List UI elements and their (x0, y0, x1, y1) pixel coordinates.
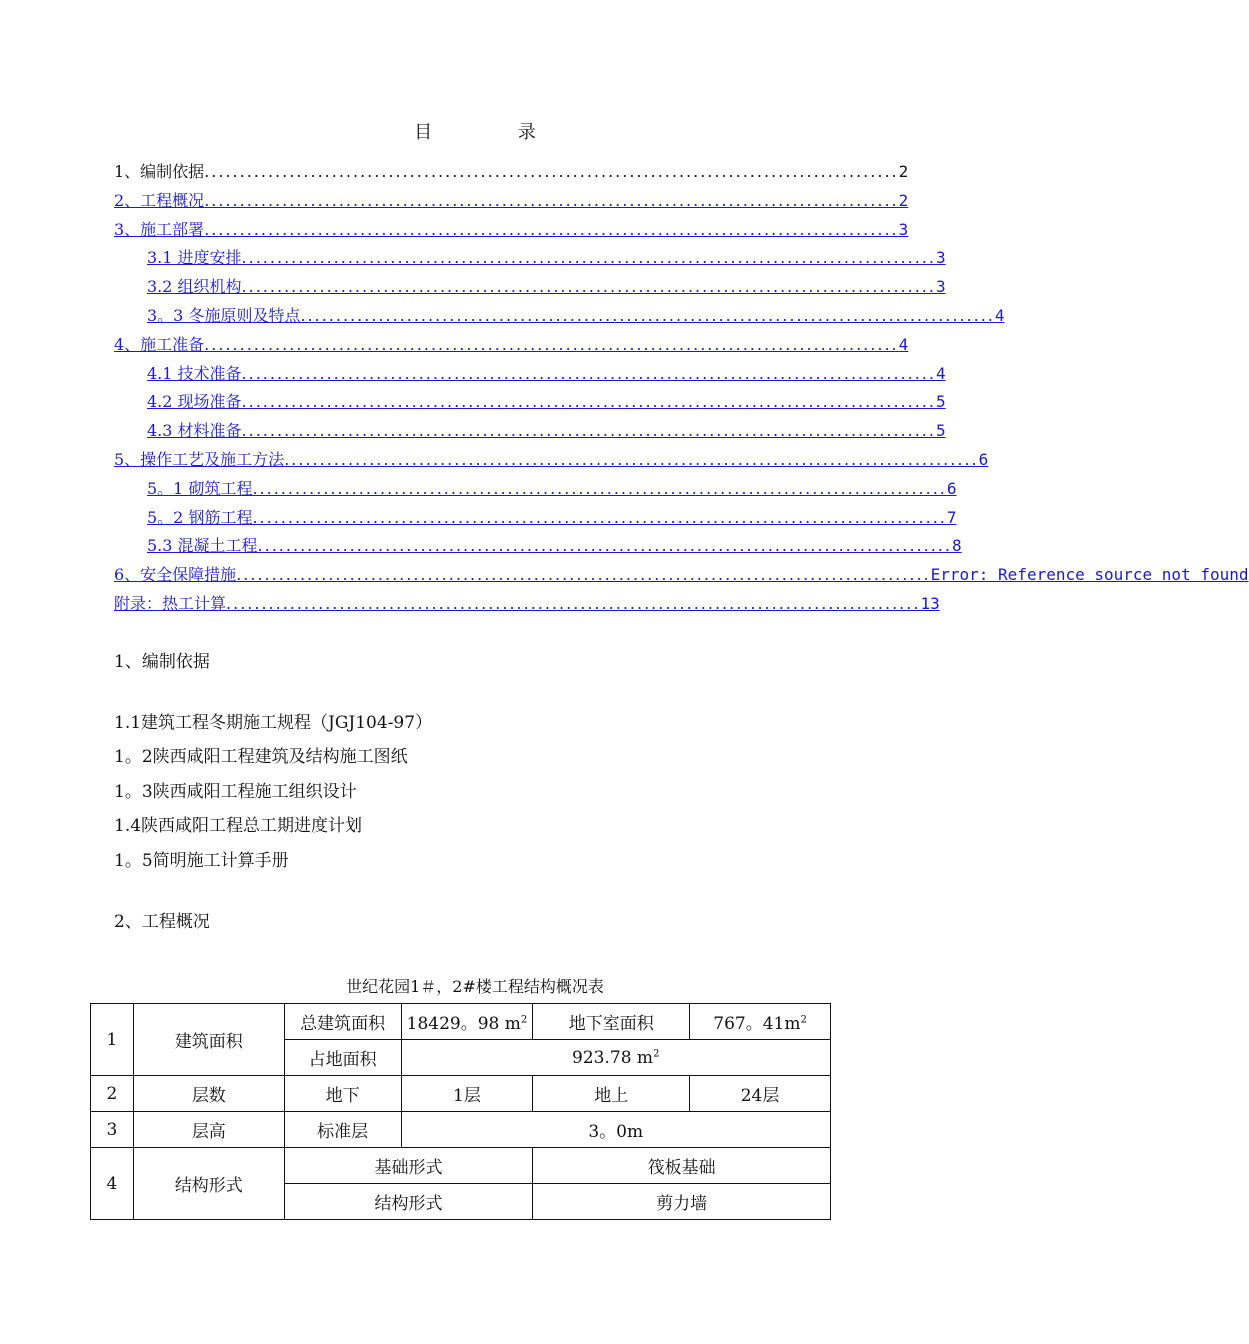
toc-leader: .................................................................................................. (204, 190, 899, 210)
toc-entry-label: 4.2 现场准备 (147, 392, 242, 412)
table-cell: 地下 (284, 1076, 401, 1112)
toc-entry-page: 4 (935, 363, 946, 383)
toc-entry-label: 2、工程概况 (114, 190, 205, 210)
section-heading: 2、工程概况 (114, 912, 210, 932)
toc-entry[interactable] (114, 158, 909, 187)
reference-item: 1。2陕西咸阳工程建筑及结构施工图纸 (114, 747, 408, 767)
reference-item: 1.4陕西咸阳工程总工期进度计划 (114, 816, 363, 836)
table-cell: 2 (91, 1076, 134, 1112)
toc-entry-label: 4.1 技术准备 (147, 363, 242, 383)
toc-entry-page: 6 (946, 478, 957, 498)
table-cell: 3 (91, 1112, 134, 1148)
toc-leader: .................................................................................................. (284, 449, 979, 469)
toc-entry[interactable] (114, 504, 957, 533)
table-cell: 总建筑面积 (284, 1004, 401, 1040)
toc-leader: .................................................................................................. (300, 305, 995, 325)
toc-entry-page: Error: Reference source not found (930, 565, 1249, 585)
project-overview-table (90, 1003, 831, 1220)
toc-entry-page: 3 (898, 219, 909, 239)
toc-entry[interactable] (114, 244, 946, 273)
toc-entry-label: 4.3 材料准备 (147, 421, 242, 441)
toc-leader: .................................................................................................. (257, 536, 952, 556)
section-heading: 1、编制依据 (114, 652, 210, 672)
toc-leader: .................................................................................................. (241, 363, 936, 383)
toc-entry-page: 8 (951, 536, 962, 556)
table-row (91, 1004, 831, 1040)
toc-entry-page: 3 (935, 277, 946, 297)
toc-entry-page: 13 (920, 593, 940, 613)
toc-entry[interactable] (114, 561, 1249, 590)
reference-item: 1。5简明施工计算手册 (114, 851, 289, 871)
table-cell: 建筑面积 (133, 1004, 284, 1076)
table-cell: 767。$41m^2$ (690, 1004, 831, 1040)
toc-entry-label: 3.2 组织机构 (147, 277, 242, 297)
toc-entry-label: 3。3 冬施原则及特点 (147, 305, 301, 325)
toc-entry[interactable] (114, 302, 1005, 331)
table-row (91, 1112, 831, 1148)
toc-leader: .................................................................................................. (252, 507, 947, 527)
table-cell: 3。0m (401, 1112, 831, 1148)
toc-entry-label: 附录：热工计算 (114, 593, 227, 613)
table-cell: 地上 (533, 1076, 690, 1112)
table-cell: 筏板基础 (533, 1148, 831, 1184)
table-cell: 结构形式 (133, 1148, 284, 1220)
table-of-contents (114, 158, 1249, 619)
toc-entry-page: 5 (935, 421, 946, 441)
toc-entry-label: 5.3 混凝土工程 (147, 536, 258, 556)
toc-leader: .................................................................................................. (241, 248, 936, 268)
toc-entry[interactable] (114, 446, 989, 475)
toc-entry-page: 2 (898, 162, 909, 181)
toc-entry[interactable] (114, 187, 909, 216)
toc-entry-label: 4、施工准备 (114, 334, 205, 354)
table-cell: 标准层 (284, 1112, 401, 1148)
table-cell: 占地面积 (284, 1040, 401, 1076)
table-row (91, 1076, 831, 1112)
table-cell: 剪力墙 (533, 1184, 831, 1220)
toc-entry-label: 3、施工部署 (114, 219, 205, 239)
toc-entry-page: 6 (978, 449, 989, 469)
table-cell: 地下室面积 (533, 1004, 690, 1040)
toc-entry[interactable] (114, 360, 946, 389)
toc-entry-page: 4 (898, 334, 909, 354)
toc-entry-label: 5。1 砌筑工程 (147, 478, 253, 498)
toc-entry[interactable] (114, 216, 909, 245)
table-cell: 923.78 $m^2$ (401, 1040, 831, 1076)
toc-entry[interactable] (114, 417, 946, 446)
toc-entry-page: 7 (946, 507, 957, 527)
toc-entry-page: 4 (994, 305, 1005, 325)
toc-title: 目 录 (414, 122, 576, 143)
toc-entry-page: 3 (935, 248, 946, 268)
toc-entry-label: 3.1 进度安排 (147, 248, 242, 268)
table-cell: 18429。98 $m^2$ (401, 1004, 533, 1040)
toc-leader: .................................................................................................. (241, 421, 936, 441)
table-cell: 24层 (690, 1076, 831, 1112)
reference-item: 1.1建筑工程冬期施工规程（JGJ104-97） (114, 713, 433, 733)
toc-entry[interactable] (114, 590, 940, 619)
reference-item: 1。3陕西咸阳工程施工组织设计 (114, 782, 357, 802)
toc-entry[interactable] (114, 388, 946, 417)
toc-entry[interactable] (114, 475, 957, 504)
toc-entry-label: 1、编制依据 (114, 162, 205, 181)
toc-leader: .................................................................................................. (252, 478, 947, 498)
toc-entry[interactable] (114, 273, 946, 302)
toc-entry[interactable] (114, 532, 962, 561)
toc-entry-label: 6、安全保障措施 (114, 565, 237, 585)
toc-leader: .................................................................................................. (241, 392, 936, 412)
toc-leader: .................................................................................................. (236, 565, 931, 585)
toc-entry-label: 5。2 钢筋工程 (147, 507, 253, 527)
table-cell: 结构形式 (284, 1184, 533, 1220)
toc-leader: .................................................................................................. (226, 593, 921, 613)
toc-entry-label: 5、操作工艺及施工方法 (114, 449, 285, 469)
toc-leader: .................................................................................................. (204, 219, 899, 239)
toc-entry[interactable] (114, 331, 909, 360)
table-cell: 1 (91, 1004, 134, 1076)
toc-leader: .................................................................................................. (204, 162, 899, 181)
table-cell: 层数 (133, 1076, 284, 1112)
toc-leader: .................................................................................................. (204, 334, 899, 354)
table-row (91, 1148, 831, 1184)
toc-entry-page: 5 (935, 392, 946, 412)
table-caption: 世纪花园1＃，2#楼工程结构概况表 (346, 977, 604, 996)
table-cell: 4 (91, 1148, 134, 1220)
table-cell: 层高 (133, 1112, 284, 1148)
table-cell: 1层 (401, 1076, 533, 1112)
toc-leader: .................................................................................................. (241, 277, 936, 297)
toc-entry-page: 2 (898, 190, 909, 210)
table-cell: 基础形式 (284, 1148, 533, 1184)
